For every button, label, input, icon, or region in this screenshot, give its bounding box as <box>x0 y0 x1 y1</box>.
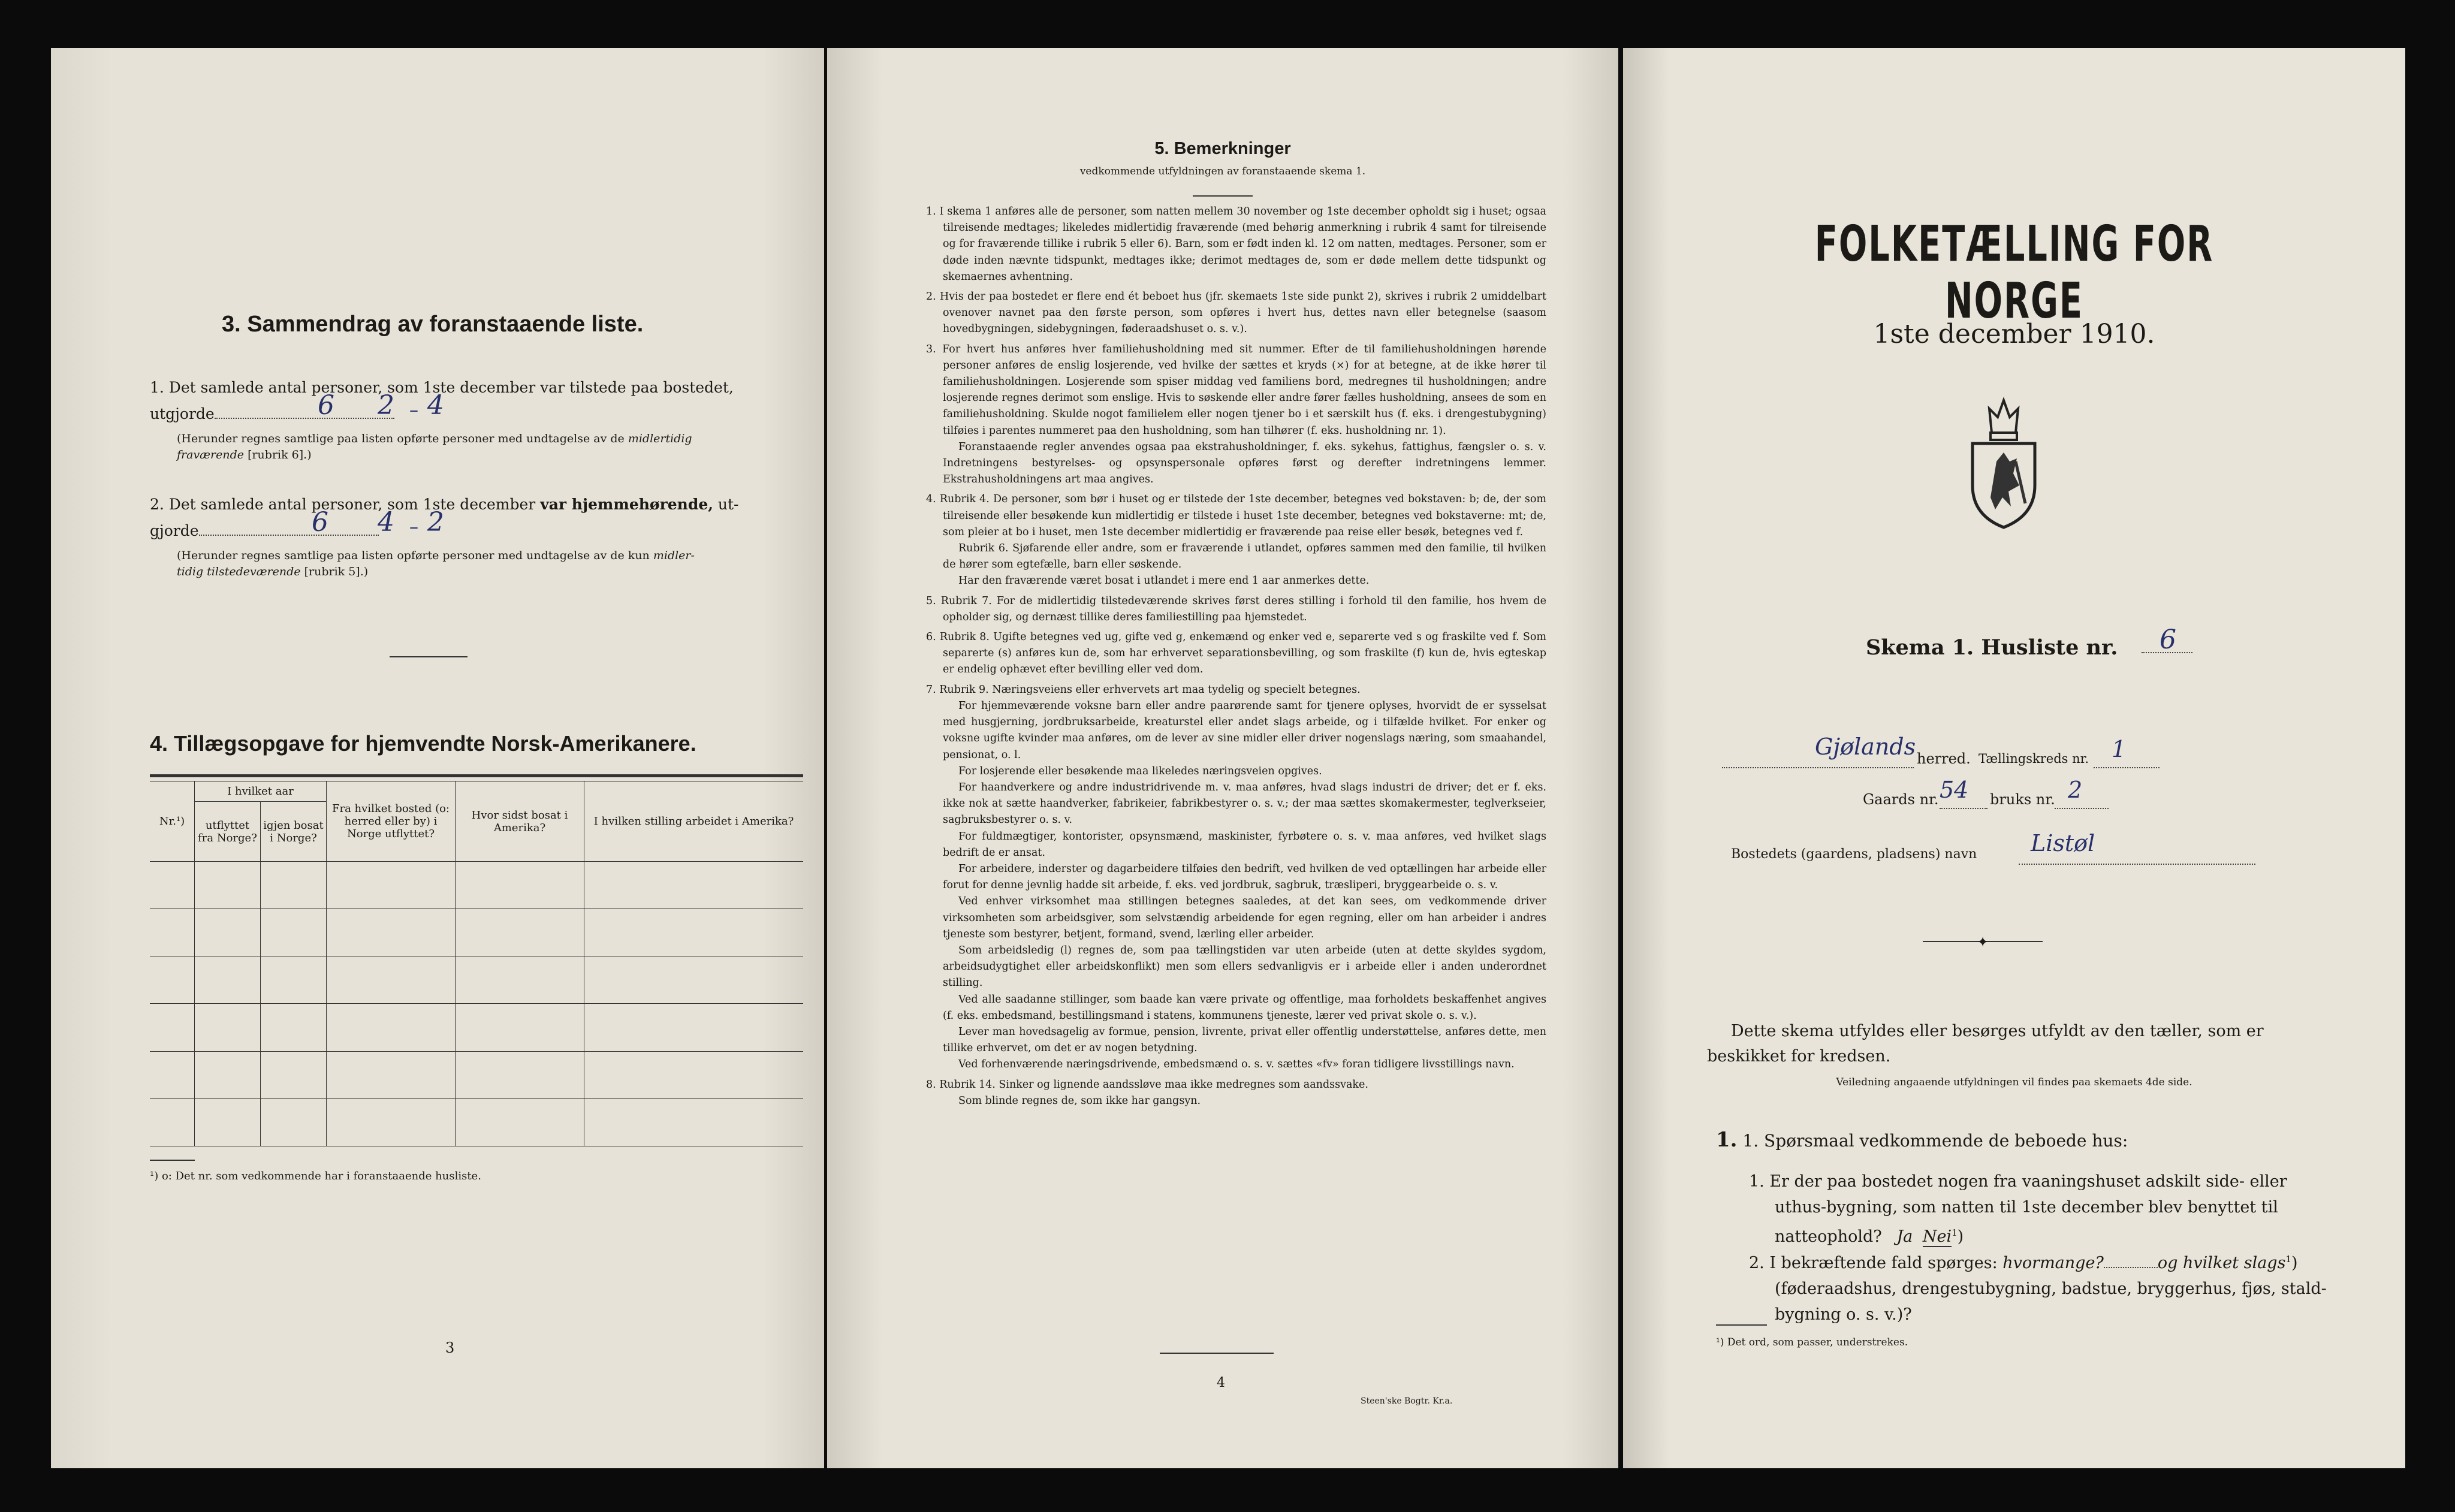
item2-values: gjorde 6 4 – 2 <box>150 507 444 539</box>
page-remarks <box>827 48 1618 1468</box>
ornament-icon: ✦ <box>1977 934 1989 950</box>
question-text: 1. Spørsmaal vedkommende de beboede hus: <box>1742 1131 2128 1151</box>
question-text: og hvilket slags <box>2157 1254 2286 1272</box>
item1-values: utgjorde 6 2 – 4 <box>150 390 444 422</box>
gaards-value: 54 <box>1940 777 1969 803</box>
remarks-title: 5. Bemerkninger <box>1154 139 1291 158</box>
item2-lead: gjorde <box>150 522 199 539</box>
item1-total: 6 <box>318 390 334 421</box>
page-number: 3 <box>445 1339 455 1356</box>
bosted-row <box>1731 830 2390 871</box>
answer-nei: Nei <box>1922 1227 1952 1246</box>
coat-of-arms-icon <box>1967 396 2041 530</box>
answer-ja: Ja <box>1896 1227 1913 1246</box>
husliste-number: 6 <box>2160 624 2176 655</box>
item2-text-a: 2. Det samlede antal personer, som 1ste december <box>150 496 536 513</box>
item1-note <box>150 431 809 463</box>
remark-4c: Har den fraværende været bosat i utlandet i mere end 1 aar anmerkes dette. <box>958 575 1370 587</box>
remark-2: 2. Hvis der paa bostedet er flere end ét beboet hus (jfr. skemaets 1ste side punkt 2), skrives i rubrik 2 umiddelbart ovenover navnet paa den første person, som opføres i hvert hus, dettes navn eller betegnelse (saasom hovedbygningen, sidebygningen, føderaadshuset o. s. v.). <box>926 291 1546 336</box>
remark-3b: Foranstaaende regler anvendes ogsaa paa ekstrahusholdninger, f. eks. sykehus, fattighus, fængsler o. s. v. Indretningens bestyrelses- og opsynspersonale opføres først og derefter indretningens lemmer. Ekstrahusholdningens art maa angives. <box>943 440 1546 486</box>
remark-5: 5. Rubrik 7. For de midlertidig tilstedeværende skrives først deres stilling i forhold til den familie, hos hvem de opholder sig, og dernæst tillike deres familiestilling paa hjemstedet. <box>926 594 1546 623</box>
remark-7f: Ved enhver virksomhet maa stillingen betegnes saaledes, at det kan sees, om vedkommende driver virksomheten som arbeidsgiver, som selvstændig arbeidende for egen regning, eller om han arbeider i andres tjeneste som bestyrer, betjent, formand, svend, lærling eller arbeider. <box>943 895 1546 940</box>
intro-line: Dette skema utfyldes eller besørges utfyldt av den tæller, som er <box>1731 1022 2264 1040</box>
table-top-rule <box>150 774 803 777</box>
table-footnote: ¹) o: Det nr. som vedkommende har i foranstaaende husliste. <box>150 1170 481 1182</box>
remark-6: 6. Rubrik 8. Ugifte betegnes ved ug, gifte ved g, enkemænd og enker ved e, separerte ved s og fraskilte ved f. Som separerte (s) anføres kun de, som har erhvervet separationsbevilling, og som fraskilte (f) kun de, hvis egteskap er endelig ophævet efter bevilling eller ved dom. <box>926 631 1546 676</box>
page-summary <box>51 48 824 1468</box>
question-text: natteophold? <box>1775 1227 1882 1246</box>
divider <box>1160 1353 1274 1354</box>
table-row <box>150 1098 803 1146</box>
footnote-rule <box>1716 1324 1767 1326</box>
bosted-label: Bostedets (gaardens, pladsens) navn <box>1731 847 1977 862</box>
note-text: (Herunder regnes samtlige paa listen opførte personer med undtagelse av de kun <box>177 549 650 562</box>
remark-7h: Ved alle saadanne stillinger, som baade kan være private og offentlige, maa forholdets beskaffenhet angives (f. eks. embedsmand, bestillingsmand i statens, kommunens tjeneste, lærer ved privat skole o. s. v.). <box>943 993 1546 1022</box>
item2-note <box>150 548 809 580</box>
page-cover <box>1623 48 2405 1468</box>
gaards-label: Gaards nr. <box>1863 791 1939 808</box>
table-row <box>150 956 803 1004</box>
question-text: hvormange? <box>2002 1254 2104 1272</box>
krets-value: 1 <box>2112 736 2127 762</box>
summary-item-1 <box>150 375 809 463</box>
remark-1: 1. I skema 1 anføres alle de personer, som natten mellem 30 november og 1ste december opholdt sig i huset; ogsaa tilreisende medtages; likeledes midlertidig fraværende (med behørig anmerkning i rubrik 4 samt for tilreisende og for fraværende tillike i rubrik 5 eller 6). Barn, som er født inden kl. 12 om natten, medtages. Personer, som er døde inden nævnte tidspunkt, medtages ikke; derimot medtages de, som er døde mellem dette tidspunkt og skemaernes avhentning. <box>926 206 1546 283</box>
table-row <box>150 1004 803 1051</box>
krets-label: Tællingskreds nr. <box>1979 752 2089 766</box>
col-igjen-header: igjen bosat i Norge? <box>261 802 327 862</box>
item2-text-b: var hjemmehørende, <box>540 496 713 513</box>
cover-footnote: ¹) Det ord, som passer, understrekes. <box>1716 1336 1908 1348</box>
col-nr-header: Nr.¹) <box>150 781 195 862</box>
col-sidst-header: Hvor sidst bosat i Amerika? <box>456 781 584 862</box>
bruks-label: bruks nr. <box>1990 791 2055 808</box>
page-number: 4 <box>1217 1375 1225 1390</box>
remark-7c: For haandverkere og andre industridrivende m. v. maa anføres, hvad slags industri de driver; det er f. eks. ikke nok at sætte haandverker, fabrikeier, fabrikbestyrer o. s. v.; der maa sættes skomakermester, teglverkseier, sagbruksbestyrer o. s. v. <box>943 781 1546 826</box>
remarks-body <box>926 204 1546 1109</box>
remark-7j: Ved forhenværende næringsdrivende, embedsmænd o. s. v. sættes «fv» foran tidligere livsstillings navn. <box>958 1058 1515 1071</box>
remark-4: 4. Rubrik 4. De personer, som bør i huset og er tilstede der 1ste december, betegnes ved bokstaven: b; de, der som tilreisende eller besøkende kun midlertidig er tilstede i huset 1ste december, betegnes ved bokstaverne: mt; de, som pleier at bo i huset, men 1ste december midlertidig er fraværende paa reise eller besøk, betegnes ved f. <box>926 493 1546 538</box>
intro-text <box>1707 1019 2366 1069</box>
question-1-title: 1. 1. Spørsmaal vedkommende de beboede hus: <box>1716 1128 2128 1152</box>
divider <box>390 656 468 657</box>
herred-value: Gjølands <box>1815 734 1916 760</box>
item2-total: 6 <box>312 507 328 538</box>
printer-imprint: Steen'ske Bogtr. Kr.a. <box>1361 1396 1453 1406</box>
herred-row <box>1722 734 2381 774</box>
bruks-value: 2 <box>2068 777 2083 803</box>
col-stilling-header: I hvilken stilling arbeidet i Amerika? <box>584 781 804 862</box>
guidance-text: Veiledning angaaende utfyldningen vil findes paa skemaets 4de side. <box>1836 1076 2192 1088</box>
question-text: uthus-bygning, som natten til 1ste december blev benyttet til <box>1775 1198 2278 1217</box>
col-group-header: I hvilket aar <box>195 781 327 802</box>
summary-item-2 <box>150 491 809 580</box>
item1-male: 2 <box>378 390 394 421</box>
question-text: 2. I bekræftende fald spørges: <box>1749 1254 1998 1272</box>
divider <box>1193 195 1253 197</box>
col-bosted-header: Fra hvilket bosted (o: herred eller by) i Norge utflyttet? <box>327 781 456 862</box>
table-row <box>150 862 803 909</box>
herred-label: herred. <box>1917 750 1971 767</box>
remark-7i: Lever man hovedsagelig av formue, pension, livrente, privat eller offentlig understøttelse, anføres dette, men tillike erhvervet, om det er av nogen betydning. <box>943 1025 1546 1055</box>
note-text: tidig tilstedeværende <box>177 565 301 578</box>
table-row <box>150 1051 803 1098</box>
question-text: 1. Er der paa bostedet nogen fra vaaningshuset adskilt side- eller <box>1749 1172 2287 1191</box>
census-title: FOLKETÆLLING FOR NORGE <box>1814 216 2214 330</box>
section-3-title: 3. Sammendrag av foranstaaende liste. <box>222 312 644 337</box>
note-text: fraværende <box>177 448 245 461</box>
item2-text <box>150 491 809 518</box>
item1-text: 1. Det samlede antal personer, som 1ste december var tilstede paa bostedet, <box>150 379 734 396</box>
note-text: midlertidig <box>628 432 692 445</box>
item2-text-c: ut- <box>717 496 739 513</box>
footnote-rule <box>150 1160 195 1161</box>
item1-female: 4 <box>427 390 444 421</box>
remark-3: 3. For hvert hus anføres hver familiehusholdning med sit nummer. Efter de til familiehusholdningen hørende personer anføres de enslig losjerende, ved hvilke der sættes et kryds (×) for at betegne, at de ikke hører til familiehusholdningen. Losjerende som spiser middag ved familiens bord, medregnes til husholdningen; andre losjerende regnes derimot som enslige. Hvis to søskende eller andre fører fælles husholdning, ansees de som en familiehusholdning. Skulde nogot familielem eller nogen tjener bo i et særskilt hus (f. eks. i drengestubygning) tilføies i parentes nummeret paa den husholdning, som han tilhører (f. eks. husholdning nr. 1). <box>926 343 1546 437</box>
note-text: [rubrik 6].) <box>248 448 312 461</box>
col-utflyttet-header: utflyttet fra Norge? <box>195 802 261 862</box>
item2-female: 2 <box>427 507 444 538</box>
item2-male: 4 <box>378 507 394 538</box>
note-text: [rubrik 5].) <box>304 565 369 578</box>
remark-4b: Rubrik 6. Sjøfarende eller andre, som er fraværende i utlandet, opføres sammen med den familie, til hvilken de hører som egtefælle, barn eller søskende. <box>943 542 1546 571</box>
note-text: (Herunder regnes samtlige paa listen opførte personer med undtagelse av de <box>177 432 625 445</box>
question-1-1: 1. Er der paa bostedet nogen fra vaaningshuset adskilt side- eller uthus-bygning, som natten til 1ste december blev benyttet til natteophold? Ja Nei$^1$) <box>1749 1169 2348 1250</box>
remark-8: 8. Rubrik 14. Sinker og lignende aandssløve maa ikke medregnes som aandssvake. <box>926 1078 1368 1091</box>
remark-7e: For arbeidere, inderster og dagarbeidere tilføies den bedrift, ved hvilken de ved optællingen har arbeide eller forut for denne jevnlig hadde sit arbeide, f. eks. ved jordbruk, sagbruk, træsliperi, bryggearbeide o. s. v. <box>943 862 1546 892</box>
remark-7a: For hjemmeværende voksne barn eller andre paarørende samt for tjenere oplyses, hvorvidt de er sysselsat med husgjerning, jordbruksarbeide, kreaturstel eller andet slags arbeide, og i tilfælde hvilket. For enker og voksne ugifte kvinder maa anføres, om de lever av sine midler eller driver nogenslags næring, som smaahandel, pensionat, o. l. <box>943 699 1546 761</box>
table-row <box>150 909 803 956</box>
section-4-title: 4. Tillægsopgave for hjemvendte Norsk-Amerikanere. <box>150 731 696 756</box>
item1-lead: utgjorde <box>150 405 215 422</box>
intro-line: beskikket for kredsen. <box>1707 1047 1891 1066</box>
bosted-value: Listøl <box>2031 830 2095 856</box>
norsk-amerikaner-table <box>150 781 803 1146</box>
remark-8b: Som blinde regnes de, som ikke har gangsyn. <box>958 1094 1201 1107</box>
question-text: (føderaadshus, drengestubygning, badstue, bryggerhus, fjøs, stald- <box>1775 1279 2327 1298</box>
remark-7: 7. Rubrik 9. Næringsveiens eller erhvervets art maa tydelig og specielt betegnes. <box>926 683 1361 696</box>
question-1-2: 2. I bekræftende fald spørges: hvormange? og hvilket slags$^1$) (føderaadshus, drengestubygning, badstue, bryggerhus, fjøs, stald- bygning o. s. v.)? <box>1749 1247 2366 1327</box>
note-text: midler- <box>653 549 695 562</box>
remark-7b: For losjerende eller besøkende maa likeledes næringsveien opgives. <box>958 765 1322 777</box>
question-text: bygning o. s. v.)? <box>1775 1305 1912 1324</box>
remark-7g: Som arbeidsledig (l) regnes de, som paa tællingstiden var uten arbeide (uten at dette skyldes sygdom, arbeidsudygtighet eller arbeidskonflikt) men som ellers sedvanligvis er i arbeide eller i anden underordnet stilling. <box>943 944 1546 989</box>
gaards-row <box>1863 777 2282 815</box>
remark-7d: For fuldmægtiger, kontorister, opsynsmænd, maskinister, fyrbøtere o. s. v. maa anføres, ved hvilket slags bedrift de er ansat. <box>943 830 1546 859</box>
remarks-subtitle: vedkommende utfyldningen av foranstaaende skema 1. <box>1079 165 1366 177</box>
census-date: 1ste december 1910. <box>1873 319 2155 349</box>
schema-label: Skema 1. Husliste nr. <box>1866 635 2118 660</box>
